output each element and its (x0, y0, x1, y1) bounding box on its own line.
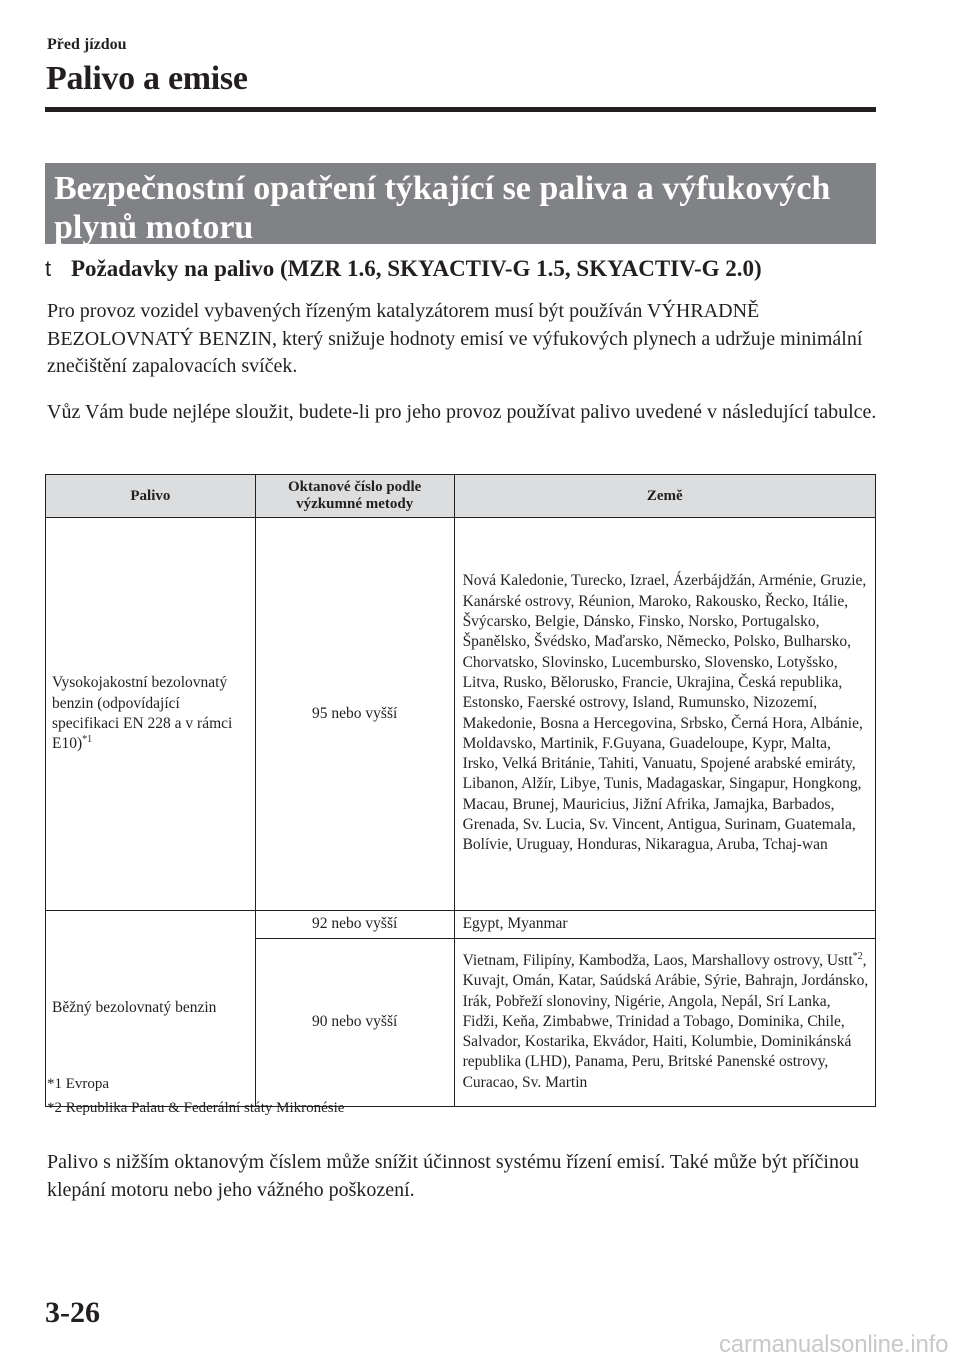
fuel-cell (46, 518, 256, 911)
footnote-2: *2 Republika Palau & Federální státy Mikronésie (47, 1100, 345, 1116)
table-row (46, 911, 876, 939)
section-label: Před jízdou (47, 36, 127, 53)
fuel-name: Vysokojakostní bezolovnatý benzin (odpovídající specifikaci EN 228 a v rámci E10) (52, 674, 233, 753)
chapter-divider (45, 107, 876, 112)
countries-text: , Kuvajt, Omán, Katar, Saúdská Arábie, Sýrie, Bahrajn, Jordánsko, Irák, Pobřeží slonoviny, Nigérie, Angola, Nepál, Srí Lanka, Fidži, Keňa, Zimbabwe, Trinidad a Tobago, Dominika, Chile, Salvador, Kostarika, Ekvádor, Haiti, Kolumbie, Dominikánská republika (LHD), Panama, Peru, Britské Panenské ostrovy, Curacao, Sv. Martin (462, 951, 869, 1091)
bullet-icon: t (45, 256, 52, 281)
subsection-heading (45, 256, 876, 282)
header-country: Země (454, 475, 875, 518)
chapter-title: Palivo a emise (46, 60, 248, 97)
header-fuel: Palivo (46, 475, 256, 518)
table-header-row (46, 475, 876, 518)
table-row (46, 518, 876, 911)
warning-paragraph: Palivo s nižším oktanovým číslem může snížit účinnost systému řízení emisí. Také může být příčinou klepání motoru nebo jeho vážného poškození. (47, 1151, 859, 1201)
fuel-requirements-table (45, 474, 876, 1107)
octane-cell: 95 nebo vyšší (255, 518, 454, 911)
countries-cell: Nová Kaledonie, Turecko, Izrael, Ázerbájdžán, Arménie, Gruzie, Kanárské ostrovy, Réunion, Maroko, Rakousko, Řecko, Itálie, Švýcarsko, Belgie, Dánsko, Finsko, Norsko, Portugalsko, Španělsko, Švédsko, Maďarsko, Německo, Polsko, Bulharsko, Chorvatsko, Slovinsko, Lucembursko, Slovensko, Lotyšsko, Litva, Rusko, Bělorusko, Francie, Ukrajina, Česká republika, Estonsko, Faerské ostrovy, Island, Rumunsko, Nizozemí, Makedonie, Bosna a Hercegovina, Srbsko, Černá Hora, Albánie, Moldavsko, Martinik, F.Guyana, Guadeloupe, Kypr, Malta, Irsko, Velká Británie, Tahiti, Vanuatu, Spojené arabské emiráty, Libanon, Alžír, Libye, Tunis, Madagaskar, Singapur, Hongkong, Macau, Brunej, Mauricius, Jižní Afrika, Jamajka, Barbados, Grenada, Sv. Lucia, Sv. Vincent, Antigua, Surinam, Guatemala, Bolívie, Uruguay, Honduras, Nikaragua, Aruba, Tchaj-wan (454, 518, 875, 911)
recommendation-paragraph: Vůz Vám bude nejlépe sloužit, budete-li pro jeho provoz používat palivo uvedené v následující tabulce. (47, 401, 877, 423)
subsection-title: Požadavky na palivo (MZR 1.6, SKYACTIV-G 1.5, SKYACTIV-G 2.0) (71, 256, 762, 281)
section-banner-title: Bezpečnostní opatření týkající se paliva a výfukových plynů motoru (54, 170, 831, 246)
header-octane: Oktanové číslo podle výzkumné metody (255, 475, 454, 518)
countries-text: Vietnam, Filipíny, Kambodža, Laos, Marshallovy ostrovy, Ustt (462, 951, 853, 969)
intro-paragraph: Pro provoz vozidel vybavených řízeným katalyzátorem musí být používán VÝHRADNĚ BEZOLOVNATÝ BENZIN, který snižuje hodnoty emisí ve výfukových plynech a udržuje minimální znečištění zapalovacích svíček. (47, 300, 863, 377)
octane-cell: 92 nebo vyšší (255, 911, 454, 939)
footnote-1: *1 Evropa (47, 1076, 110, 1092)
section-banner (45, 163, 876, 244)
page-number: 3-26 (45, 1296, 100, 1329)
watermark: carmanualsonline.info (719, 1331, 949, 1358)
countries-cell (454, 939, 875, 1107)
footnote-marker: *1 (82, 734, 93, 746)
fuel-cell: Běžný bezolovnatý benzin (46, 911, 256, 1107)
octane-cell: 90 nebo vyšší (255, 939, 454, 1107)
footnote-marker: *2 (852, 950, 863, 962)
countries-cell: Egypt, Myanmar (454, 911, 875, 939)
